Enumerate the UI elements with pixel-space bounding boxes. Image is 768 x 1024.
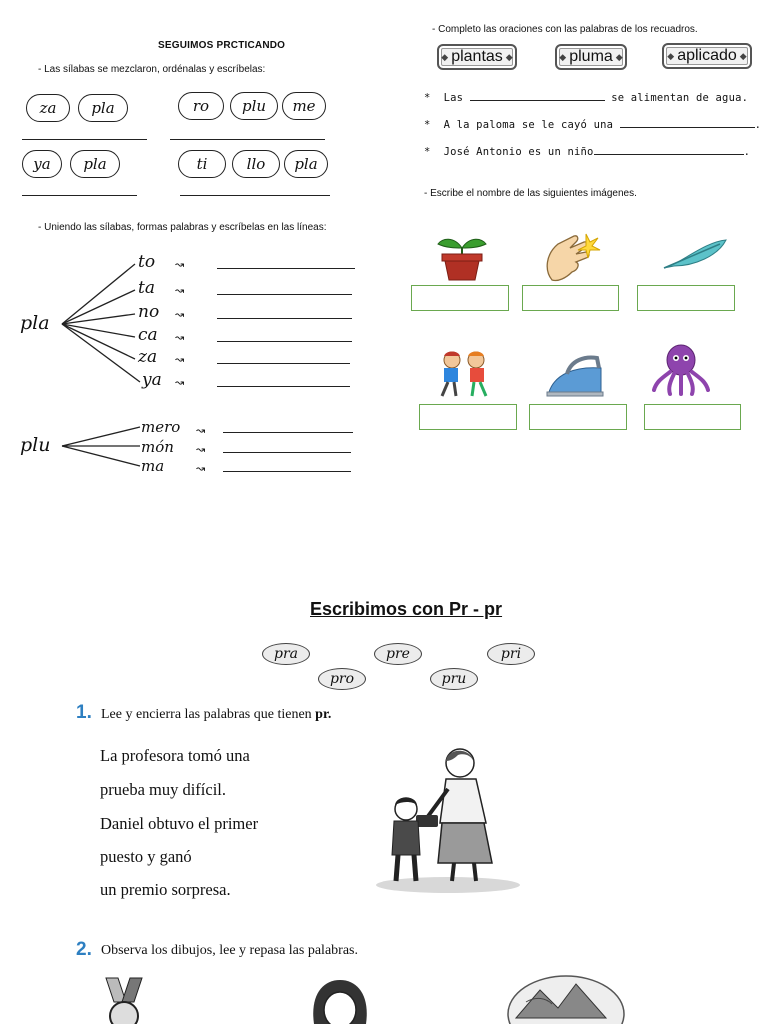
branch-syllable: món: [141, 438, 174, 456]
answer-box[interactable]: [419, 404, 517, 430]
branch-syllable: ya: [142, 370, 162, 390]
arrow-icon: ↝: [175, 258, 185, 271]
story-line: prueba muy difícil.: [100, 780, 227, 799]
plant-pot-image: [432, 226, 492, 282]
syllable-cloud: plu: [230, 92, 278, 120]
instruction-syllables: - Las sílabas se mezclaron, ordénalas y escríbelas:: [38, 64, 266, 75]
question-bold: pr.: [315, 707, 332, 722]
question-2-text: Observa los dibujos, lee y repasa las palabras.: [101, 943, 358, 958]
question-number: 1.: [76, 702, 92, 723]
instruction-complete: - Completo las oraciones con las palabras de los recuadros.: [432, 24, 698, 35]
sentence-text: .: [743, 146, 751, 158]
word-tag: ◆ pluma ◆: [555, 44, 627, 70]
instruction-name-images: - Escribe el nombre de las siguientes imágenes.: [424, 188, 637, 199]
blank-line[interactable]: [594, 154, 744, 155]
sentence-text: se alimentan de agua.: [604, 92, 749, 104]
syllable-cloud: llo: [232, 150, 280, 178]
question-number: 2.: [76, 939, 92, 960]
syllable-badge: pri: [487, 643, 535, 665]
sentence-text: A la paloma se le cayó una: [443, 119, 620, 131]
answer-line[interactable]: [217, 318, 352, 319]
answer-line[interactable]: [223, 452, 351, 453]
blank-line[interactable]: [620, 127, 755, 128]
section-title: Escribimos con Pr - pr: [310, 599, 503, 619]
bullet: *: [424, 146, 431, 158]
answer-line[interactable]: [217, 341, 352, 342]
answer-box[interactable]: [522, 285, 619, 311]
story-line: puesto y ganó: [100, 847, 192, 866]
branch-syllable: no: [138, 302, 160, 322]
answer-line[interactable]: [22, 139, 147, 140]
word-tag: ◆ plantas ◆: [437, 44, 517, 70]
arrow-icon: ↝: [175, 353, 185, 366]
sentence-2: [424, 119, 761, 131]
arrow-icon: ↝: [175, 376, 185, 389]
story-line: Daniel obtuvo el primer: [100, 814, 259, 833]
branch-syllable: to: [138, 252, 156, 272]
story-line: un premio sorpresa.: [100, 880, 231, 899]
syllable-badge: pra: [262, 643, 310, 665]
iron-image: [545, 350, 605, 398]
teacher-student-image: [368, 745, 528, 895]
question-1-text: [101, 707, 331, 723]
word-tag: ◆ aplicado ◆: [662, 43, 752, 69]
syllable-cloud: ya: [22, 150, 62, 178]
branch-syllable: ma: [141, 457, 165, 475]
instruction-join: - Uniendo las sílabas, formas palabras y escríbelas en las líneas:: [38, 222, 327, 233]
blank-line[interactable]: [470, 100, 605, 101]
answer-line[interactable]: [217, 386, 350, 387]
arrow-icon: ↝: [196, 462, 206, 475]
syllable-cloud: ro: [178, 92, 224, 120]
octopus-image: [652, 342, 710, 398]
answer-line[interactable]: [217, 268, 355, 269]
answer-line[interactable]: [217, 294, 352, 295]
syllable-cloud: ti: [178, 150, 226, 178]
arrow-icon: ↝: [196, 443, 206, 456]
girl-image: [300, 976, 380, 1024]
branch-syllable: ca: [138, 325, 158, 345]
syllable-cloud: pla: [284, 150, 328, 178]
branch-syllable: za: [138, 347, 158, 367]
answer-box[interactable]: [411, 285, 509, 311]
branch-diagram: [0, 240, 380, 500]
arrow-icon: ↝: [175, 308, 185, 321]
syllable-badge: pru: [430, 668, 478, 690]
landscape-image: [506, 968, 626, 1024]
worksheet-title: SEGUIMOS PRCTICANDO: [158, 40, 286, 51]
word-tag-label: pluma: [569, 48, 613, 65]
medal-image: [92, 976, 156, 1024]
answer-line[interactable]: [180, 195, 330, 196]
branch-syllable: ta: [138, 278, 155, 298]
answer-line[interactable]: [217, 363, 350, 364]
syllable-cloud: me: [282, 92, 326, 120]
answer-line[interactable]: [170, 139, 325, 140]
syllable-badge: pre: [374, 643, 422, 665]
syllable-cloud: pla: [70, 150, 120, 178]
sentence-3: [424, 146, 750, 158]
branch-syllable: mero: [141, 418, 181, 436]
root-syllable-plu: plu: [20, 434, 51, 456]
syllable-badge: pro: [318, 668, 366, 690]
feather-image: [660, 236, 730, 272]
bullet: *: [424, 92, 431, 104]
sentence-text: Las: [443, 92, 470, 104]
sentence-text: José Antonio es un niño: [443, 146, 594, 158]
answer-line[interactable]: [223, 471, 351, 472]
sentence-text: .: [754, 119, 762, 131]
answer-line[interactable]: [223, 432, 353, 433]
arrow-icon: ↝: [175, 284, 185, 297]
word-tag-label: plantas: [451, 48, 503, 65]
answer-box[interactable]: [529, 404, 627, 430]
root-syllable-pla: pla: [20, 312, 50, 334]
answer-box[interactable]: [637, 285, 735, 311]
clapping-hands-image: [540, 230, 602, 286]
arrow-icon: ↝: [196, 424, 206, 437]
question-text: Lee y encierra las palabras que tienen: [101, 707, 316, 722]
bullet: *: [424, 119, 431, 131]
two-children-image: [430, 348, 500, 398]
word-tag-label: aplicado: [677, 47, 737, 64]
answer-box[interactable]: [644, 404, 741, 430]
story-line: La profesora tomó una: [100, 746, 250, 765]
answer-line[interactable]: [22, 195, 137, 196]
sentence-1: [424, 92, 748, 104]
syllable-cloud: pla: [78, 94, 128, 122]
arrow-icon: ↝: [175, 331, 185, 344]
syllable-cloud: za: [26, 94, 70, 122]
